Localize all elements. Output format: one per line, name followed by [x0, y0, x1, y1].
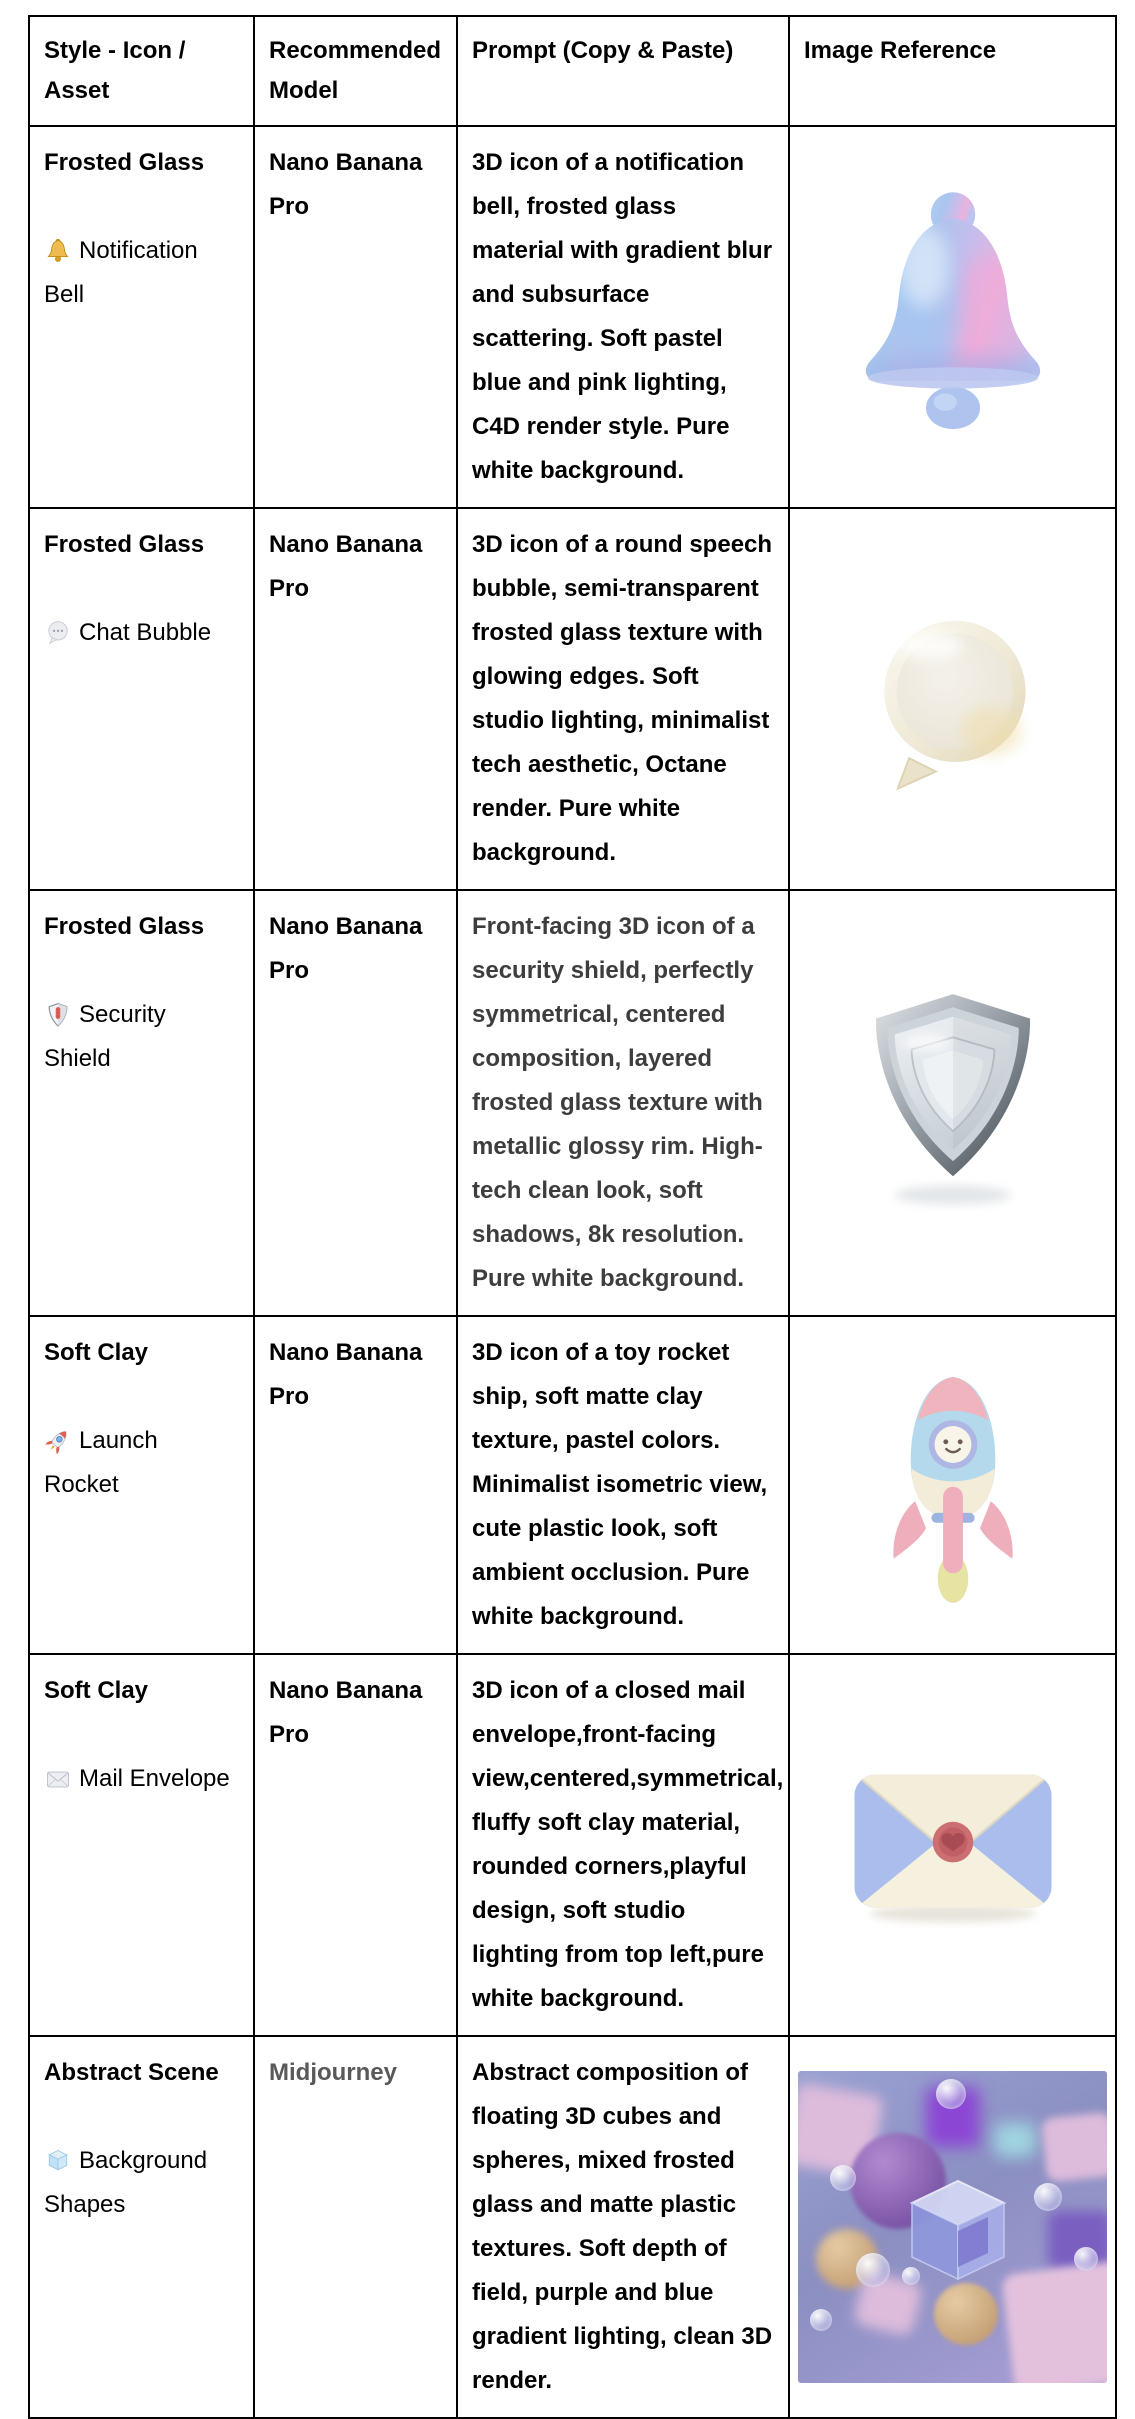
frosted-glass-shield-render: [790, 981, 1115, 1225]
prompt-cell: [457, 1654, 789, 2036]
image-cell: [789, 1316, 1116, 1654]
column-header-style-asset: Style - Icon / Asset: [29, 16, 254, 126]
glass-cube: [894, 2167, 1022, 2295]
document-page: [28, 15, 1117, 2419]
prompt-text: Abstract composition of floating 3D cubes and spheres, mixed frosted glass and matte plastic textures. Soft depth of field, purple and blue gradient lighting, clean 3D render.: [472, 2059, 773, 2394]
bell-image: [827, 172, 1079, 462]
image-cell: [789, 1654, 1116, 2036]
style-cell: [29, 1316, 254, 1654]
abstract-shape: [1034, 2183, 1062, 2211]
column-header-prompt: Prompt (Copy & Paste): [457, 16, 789, 126]
column-header-model: Recommended Model: [254, 16, 457, 126]
rocket-image: [863, 1350, 1043, 1620]
style-cell: [29, 1654, 254, 2036]
table-row: [29, 508, 1116, 890]
image-cell: [789, 2036, 1116, 2418]
style-label: Frosted Glass: [44, 149, 205, 176]
style-label: Soft Clay: [44, 1677, 149, 1704]
shield-emoji: [44, 1001, 72, 1029]
prompt-cell: [457, 126, 789, 508]
asset-label: Mail Envelope: [79, 1765, 230, 1792]
bell-emoji: [44, 237, 72, 265]
column-header-image-reference: Image Reference: [789, 16, 1116, 126]
envelope-image: [837, 1755, 1069, 1935]
asset-label-line: [44, 611, 239, 655]
model-label: Nano Banana Pro: [269, 149, 423, 220]
image-cell: [789, 508, 1116, 890]
style-label: Frosted Glass: [44, 913, 205, 940]
frosted-glass-chat-bubble-render: [790, 590, 1115, 808]
abstract-shape: [936, 2079, 966, 2109]
prompt-text: 3D icon of a toy rocket ship, soft matte clay texture, pastel colors. Minimalist isometric view, cute plastic look, soft ambient occlusion. Pure white background.: [472, 1339, 768, 1630]
model-cell: [254, 1654, 457, 2036]
soft-clay-envelope-render: [790, 1755, 1115, 1935]
asset-label-line: [44, 1757, 239, 1801]
table-row: [29, 126, 1116, 508]
abstract-shape: [810, 2309, 832, 2331]
model-label: Nano Banana Pro: [269, 913, 423, 984]
shield-image: [845, 981, 1061, 1225]
asset-label-line: [44, 2139, 239, 2227]
asset-label: Chat Bubble: [79, 619, 212, 646]
chat-bubble-image: [848, 590, 1058, 808]
abstract-shape: [1074, 2247, 1098, 2271]
prompt-cell: [457, 508, 789, 890]
model-label: Nano Banana Pro: [269, 1677, 423, 1748]
table-row: [29, 1316, 1116, 1654]
style-label: Frosted Glass: [44, 531, 205, 558]
model-label: Nano Banana Pro: [269, 1339, 423, 1410]
asset-label-line: [44, 993, 239, 1081]
model-cell: [254, 1316, 457, 1654]
image-cell: [789, 890, 1116, 1316]
style-cell: [29, 508, 254, 890]
abstract-shape: [830, 2165, 856, 2191]
model-cell: [254, 508, 457, 890]
model-cell: [254, 890, 457, 1316]
model-label: Midjourney: [269, 2059, 398, 2086]
style-cell: [29, 890, 254, 1316]
model-cell: [254, 126, 457, 508]
abstract-shapes-render: [790, 2063, 1115, 2391]
rocket-emoji: [44, 1427, 72, 1455]
abstract-shape: [856, 2253, 890, 2287]
prompt-text: 3D icon of a closed mail envelope,front-facing view,centered,symmetrical, fluffy soft clay material, rounded corners,playful design, soft studio lighting from top left,pure white background.: [472, 1677, 784, 2012]
asset-label: Launch Rocket: [44, 1427, 158, 1498]
prompt-text: Front-facing 3D icon of a security shield, perfectly symmetrical, centered composition, layered frosted glass texture with metallic glossy rim. High-tech clean look, soft shadows, 8k resolution. Pure white background.: [472, 913, 763, 1292]
frosted-glass-bell-render: [790, 172, 1115, 462]
ice-cube-emoji: [44, 2147, 72, 2175]
model-cell: [254, 2036, 457, 2418]
prompt-cell: [457, 890, 789, 1316]
table-row: [29, 890, 1116, 1316]
asset-label: Background Shapes: [44, 2147, 208, 2218]
envelope-emoji: [44, 1765, 72, 1793]
style-cell: [29, 126, 254, 508]
style-label: Soft Clay: [44, 1339, 149, 1366]
asset-label-line: [44, 1419, 239, 1507]
asset-label-line: [44, 229, 239, 317]
asset-label: Notification Bell: [44, 237, 198, 308]
asset-label: Security Shield: [44, 1001, 166, 1072]
abstract-shape: [994, 2123, 1036, 2157]
header-row: [29, 16, 1116, 126]
prompt-text: 3D icon of a round speech bubble, semi-transparent frosted glass texture with glowing edges. Soft studio lighting, minimalist tech aesthetic, Octane render. Pure white background.: [472, 531, 773, 866]
prompt-text: 3D icon of a notification bell, frosted glass material with gradient blur and subsurface scattering. Soft pastel blue and pink lighting, C4D render style. Pure white background.: [472, 149, 773, 484]
abstract-shape: [1041, 2112, 1107, 2183]
abstract-scene-image: [798, 2071, 1107, 2383]
image-cell: [789, 126, 1116, 508]
asset-prompt-table: [28, 15, 1117, 2419]
prompt-cell: [457, 2036, 789, 2418]
model-label: Nano Banana Pro: [269, 531, 423, 602]
speech-balloon-emoji: [44, 619, 72, 647]
table-row: [29, 1654, 1116, 2036]
style-label: Abstract Scene: [44, 2059, 219, 2086]
soft-clay-rocket-render: [790, 1350, 1115, 1620]
style-cell: [29, 2036, 254, 2418]
prompt-cell: [457, 1316, 789, 1654]
table-row: [29, 2036, 1116, 2418]
